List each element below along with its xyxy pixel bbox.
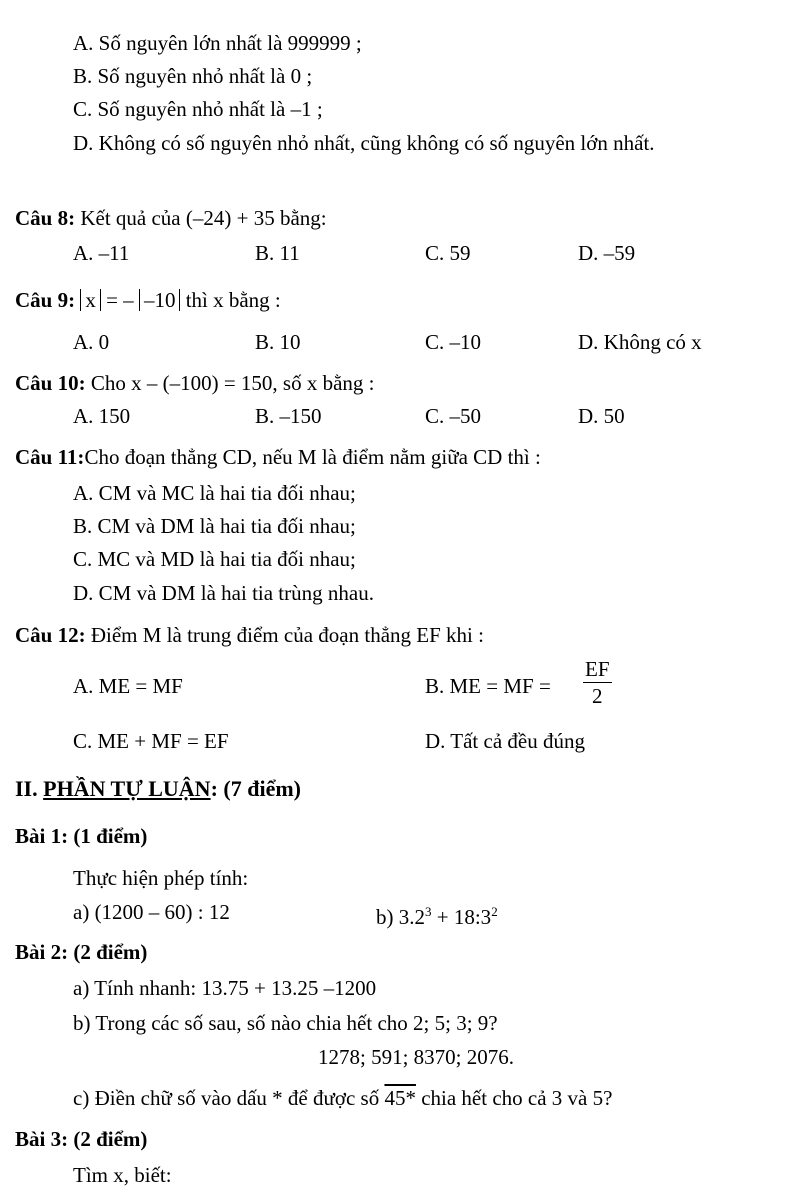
q9-label: Câu 9: — [15, 288, 76, 312]
bai2-c-suffix: chia hết cho cả 3 và 5? — [415, 1086, 613, 1110]
q12-option-a: A. ME = MF — [73, 674, 183, 698]
q7-option-c: C. Số nguyên nhỏ nhất là –1 ; — [73, 97, 323, 121]
q12-text: Điểm M là trung điểm của đoạn thẳng EF khi : — [85, 623, 484, 647]
bai1-b — [376, 899, 498, 930]
q12-option-c: C. ME + MF = EF — [73, 729, 229, 753]
q8-label: Câu 8: — [15, 206, 76, 230]
part2-title: PHẦN TỰ LUẬN — [43, 776, 211, 801]
q12-frac-denominator: 2 — [592, 684, 603, 708]
q8-option-c: C. 59 — [425, 241, 471, 265]
bai2-c — [73, 1085, 612, 1111]
q10-question — [15, 370, 375, 396]
q12-option-d: D. Tất cả đều đúng — [425, 729, 585, 753]
bai1-label: Bài 1: (1 điểm) — [15, 824, 148, 848]
q8-option-d: D. –59 — [578, 241, 636, 265]
q9-abs-x: x — [80, 289, 101, 311]
bai1-b-exp2: 2 — [491, 904, 498, 919]
q9-option-a: A. 0 — [73, 330, 110, 354]
q11-label: Câu 11: — [15, 445, 85, 469]
q9-option-c: C. –10 — [425, 330, 482, 354]
bai3-label: Bài 3: (2 điểm) — [15, 1127, 148, 1151]
bai1-b-exp1: 3 — [425, 904, 432, 919]
bai2-b: b) Trong các số sau, số nào chia hết cho 2; 5; 3; 9? — [73, 1011, 498, 1035]
bai2-c-prefix: c) Điền chữ số vào dấu * để được số — [73, 1086, 385, 1110]
q11-option-c: C. MC và MD là hai tia đối nhau; — [73, 547, 356, 571]
q12-fraction — [583, 656, 612, 709]
bai2-a: a) Tính nhanh: 13.75 + 13.25 –1200 — [73, 976, 377, 1000]
q10-option-a: A. 150 — [73, 404, 131, 428]
q10-option-c: C. –50 — [425, 404, 482, 428]
q9-option-b: B. 10 — [255, 330, 301, 354]
q9-text: thì x bằng : — [180, 288, 281, 312]
q7-option-a: A. Số nguyên lớn nhất là 999999 ; — [73, 31, 362, 55]
q9-option-d: D. Không có x — [578, 330, 702, 354]
q11-option-a: A. CM và MC là hai tia đối nhau; — [73, 481, 356, 505]
q9-equals: = – — [100, 288, 139, 312]
part2-suffix: : (7 điểm) — [210, 776, 301, 801]
q11-question — [15, 444, 541, 470]
q9-abs-neg10: –10 — [139, 289, 181, 311]
q11-option-b: B. CM và DM là hai tia đối nhau; — [73, 514, 356, 538]
q8-text: Kết quả của (–24) + 35 bằng: — [75, 206, 327, 230]
q7-option-d: D. Không có số nguyên nhỏ nhất, cũng không có số nguyên lớn nhất. — [73, 131, 655, 155]
q10-label: Câu 10: — [15, 371, 86, 395]
bai1-intro: Thực hiện phép tính: — [73, 866, 249, 890]
q11-text: Cho đoạn thẳng CD, nếu M là điểm nằm giữa CD thì : — [84, 445, 541, 469]
q9-question — [15, 287, 281, 313]
q10-option-d: D. 50 — [578, 404, 625, 428]
part2-roman: II. — [15, 776, 44, 801]
bai1-b-base: b) 3.2 — [376, 905, 425, 929]
bai1-a: a) (1200 – 60) : 12 — [73, 900, 230, 924]
q8-option-b: B. 11 — [255, 241, 300, 265]
q10-option-b: B. –150 — [255, 404, 322, 428]
bai2-label: Bài 2: (2 điểm) — [15, 940, 148, 964]
bai3-intro: Tìm x, biết: — [73, 1163, 172, 1187]
part2-heading — [15, 776, 301, 802]
q10-text: Cho x – (–100) = 150, số x bằng : — [85, 371, 375, 395]
bai2-numbers: 1278; 591; 8370; 2076. — [318, 1045, 515, 1069]
q8-option-a: A. –11 — [73, 241, 130, 265]
q12-frac-numerator: EF — [585, 657, 610, 681]
q11-option-d: D. CM và DM là hai tia trùng nhau. — [73, 581, 374, 605]
q12-option-b: B. ME = MF = — [425, 674, 551, 698]
bai1-b-mid: + 18:3 — [431, 905, 492, 929]
q8-question — [15, 205, 327, 231]
q12-label: Câu 12: — [15, 623, 86, 647]
bai2-c-number: 45* — [384, 1086, 416, 1110]
q7-option-b: B. Số nguyên nhỏ nhất là 0 ; — [73, 64, 313, 88]
q12-question — [15, 622, 484, 648]
